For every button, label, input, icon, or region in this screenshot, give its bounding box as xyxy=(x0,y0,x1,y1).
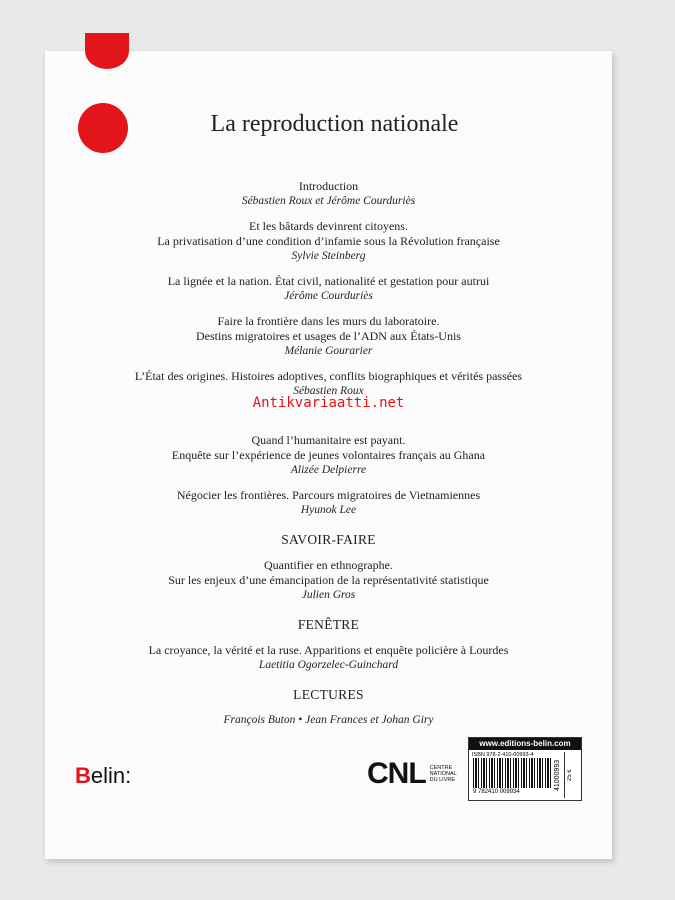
barcode-number: 9 782410 009934 xyxy=(473,789,520,795)
entry-line: La croyance, la vérité et la ruse. Apparitions et enquête policière à Lourdes xyxy=(148,643,509,657)
toc-entry xyxy=(45,219,612,264)
entry-line: Faire la frontière dans les murs du laboratoire. xyxy=(217,314,440,328)
entry-author: Mélanie Gourarier xyxy=(284,345,373,357)
entry-line: Sur les enjeux d’une émancipation de la représentativité statistique xyxy=(168,573,489,587)
barcode xyxy=(473,758,551,788)
entry-line: La lignée et la nation. État civil, nationalité et gestation pour autrui xyxy=(167,274,490,288)
watermark: Antikvariaatti.net xyxy=(252,395,405,411)
entry-line: Négocier les frontières. Parcours migratoires de Vietnamiennes xyxy=(176,488,481,502)
toc-entry xyxy=(45,643,612,673)
entry-line: Quand l’humanitaire est payant. xyxy=(251,433,406,447)
isbn-barcode-box xyxy=(468,737,582,801)
entry-line: Introduction xyxy=(298,179,359,193)
entry-line: La privatisation d’une condition d’infamie sous la Révolution française xyxy=(157,234,500,248)
book-title: La reproduction nationale xyxy=(210,111,459,137)
entry-line: Destins migratoires et usages de l’ADN aux États-Unis xyxy=(196,329,461,343)
entry-author: Sébastien Roux xyxy=(293,385,364,397)
book-back-cover xyxy=(45,51,612,859)
entry-author: Hyunok Lee xyxy=(300,504,357,516)
toc-entry xyxy=(45,713,612,728)
publisher-logo-rest: elin: xyxy=(90,763,132,788)
isbn-line: ISBN 978-2-410-00993-4 xyxy=(472,752,534,758)
entry-author: Sylvie Steinberg xyxy=(291,250,366,262)
publisher-logo xyxy=(75,763,131,789)
table-of-contents xyxy=(45,179,612,738)
entry-author: Sébastien Roux et Jérôme Courduriès xyxy=(241,195,416,207)
toc-entry xyxy=(45,314,612,359)
toc-entry xyxy=(45,488,612,518)
toc-entry xyxy=(45,274,612,304)
entry-author: François Buton • Jean Frances et Johan Giry xyxy=(223,714,434,726)
product-code: 41000993 xyxy=(554,752,565,798)
entry-author: Jérôme Courduriès xyxy=(284,290,373,302)
cnl-logo xyxy=(367,757,457,791)
toc-entry xyxy=(45,433,612,478)
section-heading-lectures: LECTURES xyxy=(293,687,364,702)
entry-line: Et les bâtards devinrent citoyens. xyxy=(249,219,408,233)
publisher-logo-letter: B xyxy=(75,763,91,788)
entry-line: Quantifier en ethnographe. xyxy=(264,558,393,572)
toc-entry xyxy=(45,179,612,209)
entry-author: Julien Gros xyxy=(301,589,356,601)
cnl-mark: CNL xyxy=(367,757,426,790)
price: 25 € xyxy=(567,769,573,781)
entry-author: Laetitia Ogorzelec-Guinchard xyxy=(258,659,399,671)
publisher-url: www.editions-belin.com xyxy=(469,738,581,750)
red-dot-top xyxy=(85,33,129,69)
entry-line: Enquête sur l’expérience de jeunes volontaires français au Ghana xyxy=(171,448,486,462)
entry-author: Alizée Delpierre xyxy=(290,464,367,476)
section-heading-savoir-faire: SAVOIR-FAIRE xyxy=(281,532,376,547)
section-heading-fenetre: FENÊTRE xyxy=(297,617,360,632)
cnl-subtitle: CENTRE NATIONAL DU LIVRE xyxy=(429,765,457,783)
toc-entry xyxy=(45,558,612,603)
entry-line: L’État des origines. Histoires adoptives, conflits biographiques et vérités passées xyxy=(134,369,523,383)
